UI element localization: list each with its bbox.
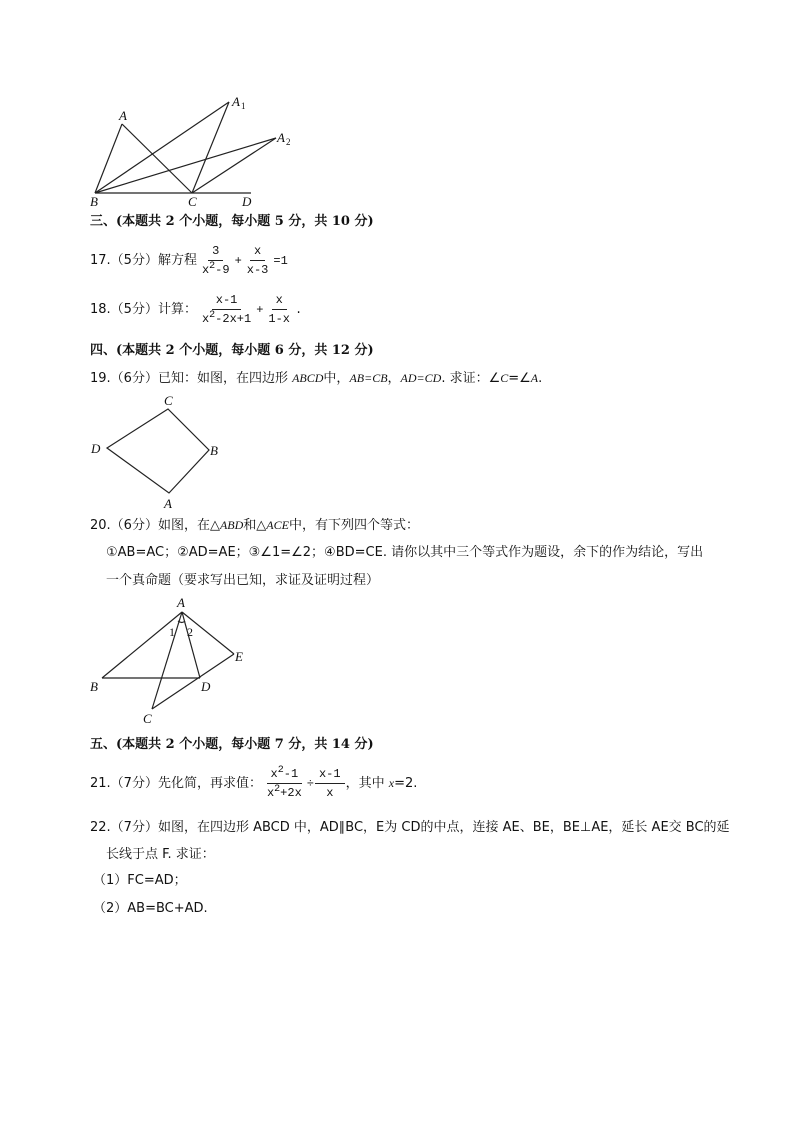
question-22-part-1: （1）FC=AD； — [93, 873, 187, 888]
label-d: D — [91, 441, 101, 456]
fraction-18-1: $\frac{x-1}{x^2-2x+1}$ — [201, 293, 252, 326]
label-b: B — [90, 679, 98, 694]
label-e: E — [235, 649, 243, 664]
label-a1: A — [232, 94, 240, 109]
figure-quadrilateral-abcd — [85, 392, 235, 512]
question-21: 21.（7分）先化简，再求值： $\frac{x^2-1}{x^2+2x}$ ÷ $\frac{x-1}{x}$ ，其中 x=2. — [90, 765, 418, 800]
fraction-21-2: $\frac{x-1}{x}$ — [315, 766, 345, 801]
question-20-line-1: 20.（6分）如图，在△ABD和△ACE中，有下列四个等式： — [90, 518, 419, 533]
section-4-heading: 四、(本题共 2 个小题，每小题 6 分，共 12 分) — [90, 343, 374, 358]
label-a: A — [164, 496, 172, 511]
question-17: 17.（5分）解方程 $\frac{3}{x^2-9}$ + $\frac{x}{x-3}$ =1 — [90, 244, 288, 277]
label-c: C — [164, 393, 173, 408]
fraction-18-2: $\frac{x}{1-x}$ — [268, 293, 290, 326]
label-c: C — [188, 194, 197, 209]
question-19: 19.（6分）已知：如图，在四边形 ABCD中，AB=CB，AD=CD. 求证：∠C=∠A. — [90, 371, 543, 386]
label-b: B — [90, 194, 98, 209]
label-c: C — [143, 711, 152, 726]
label-b: B — [210, 443, 218, 458]
label-a: A — [177, 595, 185, 610]
figure-triangles-a1-a2 — [85, 92, 305, 210]
figure-triangles-abd-ace — [85, 594, 265, 729]
fraction-21-1: $\frac{x^2-1}{x^2+2x}$ — [266, 765, 302, 800]
section-3-heading: 三、(本题共 2 个小题，每小题 5 分，共 10 分) — [90, 214, 374, 229]
fraction-17-2: $\frac{x}{x-3}$ — [246, 244, 269, 277]
label-d: D — [201, 679, 211, 694]
section-5-heading: 五、(本题共 2 个小题，每小题 7 分，共 14 分) — [90, 737, 374, 752]
question-18: 18.（5分）计算： $\frac{x-1}{x^2-2x+1}$ + $\frac{x}{1-x}$ . — [90, 293, 303, 326]
angle-2-label: 2 — [187, 625, 193, 639]
question-22-line-2: 长线于点 F. 求证： — [106, 847, 215, 862]
fraction-17-1: $\frac{3}{x^2-9}$ — [201, 244, 230, 277]
question-22-line-1: 22.（7分）如图，在四边形 ABCD 中，AD∥BC，E为 CD的中点，连接 AE、BE，BE⊥AE，延长 AE交 BC的延 — [90, 820, 730, 835]
svg-text:2: 2 — [286, 137, 291, 147]
label-a2: A — [277, 130, 285, 145]
label-a: A — [119, 108, 127, 123]
angle-1-label: 1 — [169, 625, 175, 639]
question-20-line-2: ①AB=AC；②AD=AE；③∠1=∠2；④BD=CE. 请你以其中三个等式作为题设，余下的作为结论，写出 — [106, 545, 704, 560]
svg-text:1: 1 — [241, 101, 246, 111]
label-d: D — [242, 194, 252, 209]
question-22-part-2: （2）AB=BC+AD. — [93, 901, 208, 916]
question-20-line-3: 一个真命题（要求写出已知，求证及证明过程） — [106, 573, 380, 588]
